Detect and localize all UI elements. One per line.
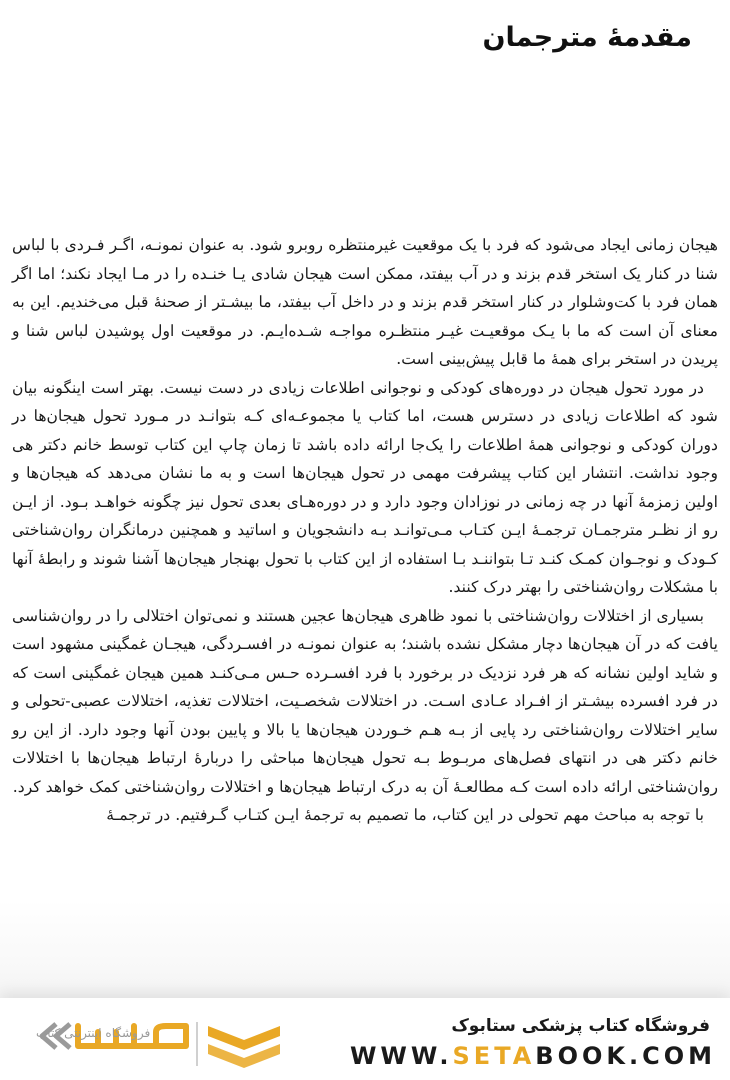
paragraph-4: با توجه به مباحث مهم تحولی در این کتاب، ما تصمیم به ترجمهٔ ایـن کتـاب گـرفتیم. در ترجمـهٔ <box>106 806 704 824</box>
body-text <box>12 231 718 830</box>
chevron-logo-icon <box>208 1026 280 1068</box>
setabook-logo <box>36 1012 286 1076</box>
page-title: مقدمهٔ مترجمان <box>482 22 692 53</box>
store-url[interactable] <box>350 1042 716 1070</box>
paragraph-2: در مورد تحول هیجان در دوره‌های کودکی و نوجوانی اطلاعات زیادی در دست نیست. بهتر است اینگونه بیان شود که اطلاعات زیادی در دسترس هست، اما کتاب یا مجموعـه‌ای کـه بتوانـد در مـورد تحول هیجان‌ها در دوران کودکی و نوجوانی همهٔ اطلاعات را یک‌جا ارائه داده باشد تا زمان چاپ این کتاب توسط خانم دکتر هی وجود نداشت. انتشار این کتاب پیشرفت مهمی در تحول هیجان‌ها است و به ما نشان می‌دهد که هیجان‌ها و اولین زمزمهٔ آنها در چه زمانی در نوزادان وجود دارد و در دوره‌هـای بعدی تحول نیز چگونه خواهـد بـود. از ایـن رو از نظـر مترجمـان ترجمـهٔ ایـن کتـاب مـی‌توانـد بـه دانشجویان و اساتید و همچنین درمانگران روان‌شناختی کـودک و نوجـوان کمـک کنـد تـا بتواننـد بـا استفاده از این کتاب با تحول بهنجار هیجان‌ها آشنا شوند و رابطهٔ آنها با مشکلات روان‌شناختی را بهتر درک کنند. <box>12 378 718 596</box>
store-banner <box>0 998 730 1080</box>
paragraph-1: هیجان زمانی ایجاد می‌شود که فرد با یک موقعیت غیرمنتظره روبرو شود. به عنوان نمونـه، اگـر فـردی با لباس شنا در کنار یک استخر قدم بزند و در آب بیفتد، ممکن است هیجان شادی یـا خنـده را در مـا ایجاد نکند؛ اما اگر همان فرد با کت‌وشلوار در کنار استخر قدم بزند و در داخل آب بیفتد، ما بیشـتر از صحنهٔ قبل می‌خندیم. این به معنای آن است که ما با یـک موقعیـت غیـر منتظـره مواجـه شـده‌ایـم. در موقعیت اول پوشیدن لباس شنا و پریدن در استخر برای همهٔ ما قابل پیش‌بینی است. <box>12 236 718 368</box>
url-prefix: WWW. <box>349 1042 453 1070</box>
url-accent: SETA <box>452 1042 536 1070</box>
store-name: فروشگاه کتاب پزشکی ستابوک <box>451 1016 710 1036</box>
logo-tagline: فروشگاه اینترنتی کتاب <box>36 1026 151 1040</box>
bottom-fade <box>0 900 730 1010</box>
url-suffix: BOOK.COM <box>535 1042 716 1070</box>
paragraph-3: بسیاری از اختلالات روان‌شناختی با نمود ظاهری هیجان‌ها عجین هستند و نمی‌توان اختلالی را در روان‌شناسی یافت که در آن هیجان‌ها دچار مشکل نشده باشند؛ به عنوان نمونـه در افسـردگی، هیجـان غمگینی مشهود است و شاید اولین نشانه که هر فرد نزدیک در برخورد با فرد افسـرده حـس مـی‌کنـد همین هیجان غمگینی است که در فرد افسرده بیشـتر از افـراد عـادی اسـت. در اختلالات شخصـیت، اختلالات تغذیه، اختلالات عصبی-تحولی و سایر اختلالات روان‌شناختی رد پایی از بـه هـم خـوردن هیجان‌ها یا بالا و پایین بودن آنها وجود دارد. از این رو خانم دکتر هی در انتهای فصل‌های مربـوط بـه تحول هیجان‌ها مباحثی را دربارهٔ ارتباط هیجان‌ها با اختلالات روان‌شناختی ارائه داده است کـه مطالعـهٔ آن به درک ارتباط هیجان‌ها و اختلالات روان‌شناختی کمک خواهد کرد. <box>12 606 719 796</box>
